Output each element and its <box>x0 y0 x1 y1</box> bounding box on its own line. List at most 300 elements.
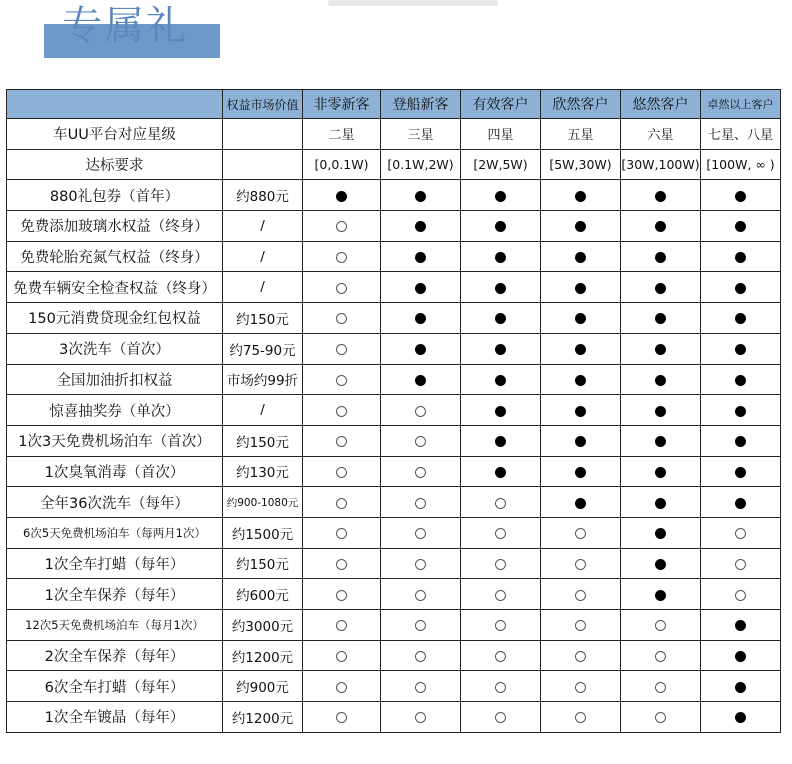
star-tier-4: 五星 <box>541 119 621 150</box>
tier-cell-5 <box>621 671 701 702</box>
not-included-circle-icon <box>415 590 426 601</box>
tier-cell-3 <box>461 702 541 733</box>
tier-cell-1 <box>303 517 381 548</box>
tier-cell-6 <box>701 364 781 395</box>
benefit-row <box>7 610 781 641</box>
benefit-row <box>7 180 781 211</box>
tier-cell-6 <box>701 425 781 456</box>
tier-cell-2 <box>381 180 461 211</box>
tier-cell-4 <box>541 487 621 518</box>
tier-cell-1 <box>303 364 381 395</box>
tier-cell-4 <box>541 456 621 487</box>
header-market-value: 权益市场价值 <box>223 90 303 119</box>
included-dot-icon <box>415 283 426 294</box>
benefit-row <box>7 456 781 487</box>
not-included-circle-icon <box>415 436 426 447</box>
not-included-circle-icon <box>336 498 347 509</box>
tier-cell-3 <box>461 579 541 610</box>
tier-cell-2 <box>381 241 461 272</box>
benefit-label: 6次5天免费机场泊车（每两月1次） <box>7 517 223 548</box>
tier-cell-3 <box>461 548 541 579</box>
not-included-circle-icon <box>495 528 506 539</box>
benefit-label: 免费轮胎充氮气权益（终身） <box>7 241 223 272</box>
included-dot-icon <box>735 313 746 324</box>
tier-cell-3 <box>461 671 541 702</box>
benefit-label: 1次3天免费机场泊车（首次） <box>7 425 223 456</box>
included-dot-icon <box>415 252 426 263</box>
tier-cell-2 <box>381 579 461 610</box>
star-tier-3: 四星 <box>461 119 541 150</box>
tier-cell-5 <box>621 241 701 272</box>
benefit-market-value: 约880元 <box>223 180 303 211</box>
benefit-market-value: 约150元 <box>223 548 303 579</box>
included-dot-icon <box>655 559 666 570</box>
star-tier-6: 七星、八星 <box>701 119 781 150</box>
benefit-row <box>7 702 781 733</box>
tier-cell-5 <box>621 272 701 303</box>
benefit-market-value: 约900元 <box>223 671 303 702</box>
star-tier-5: 六星 <box>621 119 701 150</box>
tier-cell-1 <box>303 211 381 242</box>
star-level-value <box>223 119 303 150</box>
benefit-label: 免费添加玻璃水权益（终身） <box>7 211 223 242</box>
not-included-circle-icon <box>415 406 426 417</box>
header-blank <box>7 90 223 119</box>
requirement-label: 达标要求 <box>7 149 223 180</box>
tier-cell-6 <box>701 241 781 272</box>
benefit-label: 全年36次洗车（每年） <box>7 487 223 518</box>
included-dot-icon <box>495 467 506 478</box>
requirement-tier-4: [5W,30W) <box>541 149 621 180</box>
not-included-circle-icon <box>415 528 426 539</box>
tier-cell-6 <box>701 180 781 211</box>
not-included-circle-icon <box>575 620 586 631</box>
not-included-circle-icon <box>575 682 586 693</box>
included-dot-icon <box>495 406 506 417</box>
included-dot-icon <box>735 283 746 294</box>
included-dot-icon <box>575 406 586 417</box>
header-tier-6: 卓然以上客户 <box>701 90 781 119</box>
benefit-market-value: 约1200元 <box>223 702 303 733</box>
benefit-row <box>7 303 781 334</box>
tier-cell-4 <box>541 548 621 579</box>
included-dot-icon <box>655 191 666 202</box>
not-included-circle-icon <box>336 375 347 386</box>
tier-cell-4 <box>541 272 621 303</box>
tier-cell-4 <box>541 610 621 641</box>
tier-cell-4 <box>541 702 621 733</box>
included-dot-icon <box>575 221 586 232</box>
included-dot-icon <box>495 283 506 294</box>
benefit-label: 免费车辆安全检查权益（终身） <box>7 272 223 303</box>
tier-cell-1 <box>303 395 381 426</box>
not-included-circle-icon <box>336 436 347 447</box>
benefit-label: 150元消费贷现金红包权益 <box>7 303 223 334</box>
benefit-market-value: 约130元 <box>223 456 303 487</box>
tier-cell-4 <box>541 579 621 610</box>
tier-cell-5 <box>621 640 701 671</box>
tier-cell-1 <box>303 303 381 334</box>
tier-cell-2 <box>381 395 461 426</box>
tier-cell-3 <box>461 640 541 671</box>
not-included-circle-icon <box>735 559 746 570</box>
not-included-circle-icon <box>336 620 347 631</box>
benefit-market-value: 市场约99折 <box>223 364 303 395</box>
tier-cell-4 <box>541 303 621 334</box>
tier-cell-3 <box>461 610 541 641</box>
benefit-market-value: 约75-90元 <box>223 333 303 364</box>
included-dot-icon <box>575 344 586 355</box>
benefits-table <box>6 89 781 733</box>
tier-cell-4 <box>541 364 621 395</box>
star-tier-2: 三星 <box>381 119 461 150</box>
tier-cell-3 <box>461 456 541 487</box>
included-dot-icon <box>575 283 586 294</box>
not-included-circle-icon <box>336 406 347 417</box>
star-tier-1: 二星 <box>303 119 381 150</box>
included-dot-icon <box>336 191 347 202</box>
not-included-circle-icon <box>575 590 586 601</box>
tier-cell-6 <box>701 610 781 641</box>
benefit-market-value: 约3000元 <box>223 610 303 641</box>
tier-cell-4 <box>541 517 621 548</box>
benefit-market-value: 约1500元 <box>223 517 303 548</box>
included-dot-icon <box>735 252 746 263</box>
tier-cell-2 <box>381 211 461 242</box>
tier-cell-1 <box>303 671 381 702</box>
included-dot-icon <box>575 191 586 202</box>
benefit-row <box>7 425 781 456</box>
tier-cell-4 <box>541 180 621 211</box>
included-dot-icon <box>495 375 506 386</box>
tier-cell-3 <box>461 364 541 395</box>
benefit-row <box>7 579 781 610</box>
tier-cell-2 <box>381 487 461 518</box>
header-tier-2: 登船新客 <box>381 90 461 119</box>
page-title <box>44 2 220 58</box>
included-dot-icon <box>735 375 746 386</box>
tier-cell-3 <box>461 272 541 303</box>
tier-cell-5 <box>621 456 701 487</box>
not-included-circle-icon <box>495 682 506 693</box>
included-dot-icon <box>655 344 666 355</box>
tier-cell-1 <box>303 180 381 211</box>
included-dot-icon <box>655 313 666 324</box>
not-included-circle-icon <box>336 651 347 662</box>
tier-cell-4 <box>541 333 621 364</box>
included-dot-icon <box>655 252 666 263</box>
tier-cell-6 <box>701 671 781 702</box>
tier-cell-3 <box>461 180 541 211</box>
header-tier-3: 有效客户 <box>461 90 541 119</box>
included-dot-icon <box>735 344 746 355</box>
included-dot-icon <box>735 221 746 232</box>
benefit-market-value: / <box>223 211 303 242</box>
benefit-label: 惊喜抽奖券（单次） <box>7 395 223 426</box>
benefit-market-value: 约150元 <box>223 303 303 334</box>
not-included-circle-icon <box>415 620 426 631</box>
tier-cell-4 <box>541 640 621 671</box>
included-dot-icon <box>735 467 746 478</box>
tier-cell-5 <box>621 303 701 334</box>
not-included-circle-icon <box>415 651 426 662</box>
not-included-circle-icon <box>735 528 746 539</box>
benefit-row <box>7 395 781 426</box>
tier-cell-5 <box>621 211 701 242</box>
tier-cell-5 <box>621 487 701 518</box>
included-dot-icon <box>415 191 426 202</box>
benefit-label: 3次洗车（首次） <box>7 333 223 364</box>
included-dot-icon <box>655 406 666 417</box>
included-dot-icon <box>495 221 506 232</box>
tier-cell-1 <box>303 487 381 518</box>
not-included-circle-icon <box>735 590 746 601</box>
tier-cell-1 <box>303 333 381 364</box>
included-dot-icon <box>655 467 666 478</box>
tier-cell-1 <box>303 640 381 671</box>
tier-cell-1 <box>303 425 381 456</box>
not-included-circle-icon <box>415 682 426 693</box>
benefit-market-value: 约150元 <box>223 425 303 456</box>
not-included-circle-icon <box>655 651 666 662</box>
requirement-tier-3: [2W,5W) <box>461 149 541 180</box>
benefit-market-value: 约600元 <box>223 579 303 610</box>
not-included-circle-icon <box>495 559 506 570</box>
included-dot-icon <box>735 498 746 509</box>
requirement-tier-2: [0.1W,2W) <box>381 149 461 180</box>
header-tier-1: 非零新客 <box>303 90 381 119</box>
tier-cell-1 <box>303 702 381 733</box>
not-included-circle-icon <box>336 590 347 601</box>
tier-cell-2 <box>381 364 461 395</box>
included-dot-icon <box>495 252 506 263</box>
included-dot-icon <box>575 375 586 386</box>
included-dot-icon <box>735 406 746 417</box>
benefit-label: 1次全车打蜡（每年） <box>7 548 223 579</box>
tier-cell-6 <box>701 456 781 487</box>
included-dot-icon <box>575 467 586 478</box>
benefit-row <box>7 548 781 579</box>
tier-cell-4 <box>541 425 621 456</box>
tier-cell-4 <box>541 211 621 242</box>
benefit-market-value: / <box>223 241 303 272</box>
tier-cell-3 <box>461 517 541 548</box>
tier-cell-1 <box>303 579 381 610</box>
included-dot-icon <box>655 436 666 447</box>
benefit-market-value: / <box>223 395 303 426</box>
benefit-row <box>7 333 781 364</box>
included-dot-icon <box>735 191 746 202</box>
faded-header-remnant <box>328 0 498 6</box>
benefit-market-value: / <box>223 272 303 303</box>
included-dot-icon <box>575 252 586 263</box>
not-included-circle-icon <box>336 283 347 294</box>
tier-cell-5 <box>621 702 701 733</box>
tier-cell-2 <box>381 272 461 303</box>
included-dot-icon <box>655 221 666 232</box>
tier-cell-6 <box>701 579 781 610</box>
benefit-row <box>7 211 781 242</box>
included-dot-icon <box>575 498 586 509</box>
tier-cell-6 <box>701 487 781 518</box>
not-included-circle-icon <box>495 712 506 723</box>
benefit-label: 1次臭氧消毒（首次） <box>7 456 223 487</box>
not-included-circle-icon <box>415 559 426 570</box>
included-dot-icon <box>655 283 666 294</box>
included-dot-icon <box>735 682 746 693</box>
tier-cell-5 <box>621 579 701 610</box>
tier-cell-4 <box>541 241 621 272</box>
requirement-tier-1: [0,0.1W) <box>303 149 381 180</box>
not-included-circle-icon <box>495 590 506 601</box>
not-included-circle-icon <box>655 712 666 723</box>
benefit-label: 2次全车保养（每年） <box>7 640 223 671</box>
tier-cell-1 <box>303 548 381 579</box>
benefit-label: 全国加油折扣权益 <box>7 364 223 395</box>
benefit-row <box>7 671 781 702</box>
tier-cell-3 <box>461 241 541 272</box>
benefit-market-value: 约1200元 <box>223 640 303 671</box>
star-level-label: 车UU平台对应星级 <box>7 119 223 150</box>
included-dot-icon <box>655 375 666 386</box>
benefit-label: 880礼包券（首年） <box>7 180 223 211</box>
included-dot-icon <box>575 436 586 447</box>
not-included-circle-icon <box>495 651 506 662</box>
tier-cell-3 <box>461 425 541 456</box>
header-tier-5: 悠然客户 <box>621 90 701 119</box>
benefit-row <box>7 272 781 303</box>
not-included-circle-icon <box>415 498 426 509</box>
included-dot-icon <box>655 590 666 601</box>
benefit-label: 6次全车打蜡（每年） <box>7 671 223 702</box>
tier-cell-3 <box>461 211 541 242</box>
tier-cell-3 <box>461 487 541 518</box>
tier-cell-1 <box>303 610 381 641</box>
requirement-tier-6: [100W, ∞ ) <box>701 149 781 180</box>
included-dot-icon <box>415 221 426 232</box>
not-included-circle-icon <box>575 559 586 570</box>
benefit-label: 12次5天免费机场泊车（每月1次） <box>7 610 223 641</box>
tier-cell-2 <box>381 640 461 671</box>
included-dot-icon <box>575 313 586 324</box>
included-dot-icon <box>735 436 746 447</box>
star-level-row <box>7 119 781 150</box>
tier-cell-4 <box>541 671 621 702</box>
tier-cell-1 <box>303 456 381 487</box>
tier-cell-6 <box>701 517 781 548</box>
included-dot-icon <box>495 191 506 202</box>
tier-cell-6 <box>701 211 781 242</box>
not-included-circle-icon <box>336 467 347 478</box>
tier-cell-6 <box>701 272 781 303</box>
tier-cell-6 <box>701 640 781 671</box>
not-included-circle-icon <box>336 712 347 723</box>
tier-cell-3 <box>461 303 541 334</box>
benefit-market-value: 约900-1080元 <box>223 487 303 518</box>
tier-cell-5 <box>621 364 701 395</box>
tier-cell-1 <box>303 241 381 272</box>
not-included-circle-icon <box>336 682 347 693</box>
tier-cell-2 <box>381 517 461 548</box>
benefit-row <box>7 487 781 518</box>
tier-cell-6 <box>701 395 781 426</box>
included-dot-icon <box>415 344 426 355</box>
not-included-circle-icon <box>415 467 426 478</box>
tier-cell-6 <box>701 333 781 364</box>
tier-cell-2 <box>381 303 461 334</box>
tier-cell-5 <box>621 548 701 579</box>
included-dot-icon <box>495 313 506 324</box>
tier-cell-2 <box>381 425 461 456</box>
tier-cell-5 <box>621 425 701 456</box>
tier-cell-2 <box>381 333 461 364</box>
included-dot-icon <box>495 436 506 447</box>
included-dot-icon <box>415 313 426 324</box>
tier-cell-3 <box>461 333 541 364</box>
included-dot-icon <box>735 651 746 662</box>
included-dot-icon <box>415 375 426 386</box>
tier-cell-5 <box>621 333 701 364</box>
benefit-row <box>7 640 781 671</box>
included-dot-icon <box>655 528 666 539</box>
not-included-circle-icon <box>336 528 347 539</box>
tier-cell-1 <box>303 272 381 303</box>
tier-cell-6 <box>701 548 781 579</box>
not-included-circle-icon <box>575 651 586 662</box>
header-tier-4: 欣然客户 <box>541 90 621 119</box>
benefit-label: 1次全车镀晶（每年） <box>7 702 223 733</box>
not-included-circle-icon <box>495 498 506 509</box>
tier-cell-5 <box>621 395 701 426</box>
tier-cell-3 <box>461 395 541 426</box>
included-dot-icon <box>735 620 746 631</box>
tier-cell-2 <box>381 671 461 702</box>
tier-cell-5 <box>621 517 701 548</box>
not-included-circle-icon <box>415 712 426 723</box>
benefit-label: 1次全车保养（每年） <box>7 579 223 610</box>
benefit-row <box>7 517 781 548</box>
not-included-circle-icon <box>336 559 347 570</box>
tier-cell-2 <box>381 610 461 641</box>
not-included-circle-icon <box>336 313 347 324</box>
tier-cell-6 <box>701 303 781 334</box>
title-text: 专属礼 <box>62 3 188 49</box>
not-included-circle-icon <box>575 528 586 539</box>
not-included-circle-icon <box>655 620 666 631</box>
tier-cell-6 <box>701 702 781 733</box>
tier-cell-2 <box>381 548 461 579</box>
tier-cell-5 <box>621 180 701 211</box>
included-dot-icon <box>735 712 746 723</box>
tier-cell-5 <box>621 610 701 641</box>
not-included-circle-icon <box>655 682 666 693</box>
tier-cell-4 <box>541 395 621 426</box>
benefit-row <box>7 364 781 395</box>
requirement-value <box>223 149 303 180</box>
tier-cell-2 <box>381 702 461 733</box>
tier-cell-2 <box>381 456 461 487</box>
requirement-tier-5: [30W,100W) <box>621 149 701 180</box>
included-dot-icon <box>495 344 506 355</box>
requirement-row <box>7 149 781 180</box>
not-included-circle-icon <box>336 252 347 263</box>
not-included-circle-icon <box>495 620 506 631</box>
benefit-row <box>7 241 781 272</box>
not-included-circle-icon <box>336 344 347 355</box>
not-included-circle-icon <box>336 221 347 232</box>
not-included-circle-icon <box>575 712 586 723</box>
included-dot-icon <box>655 498 666 509</box>
